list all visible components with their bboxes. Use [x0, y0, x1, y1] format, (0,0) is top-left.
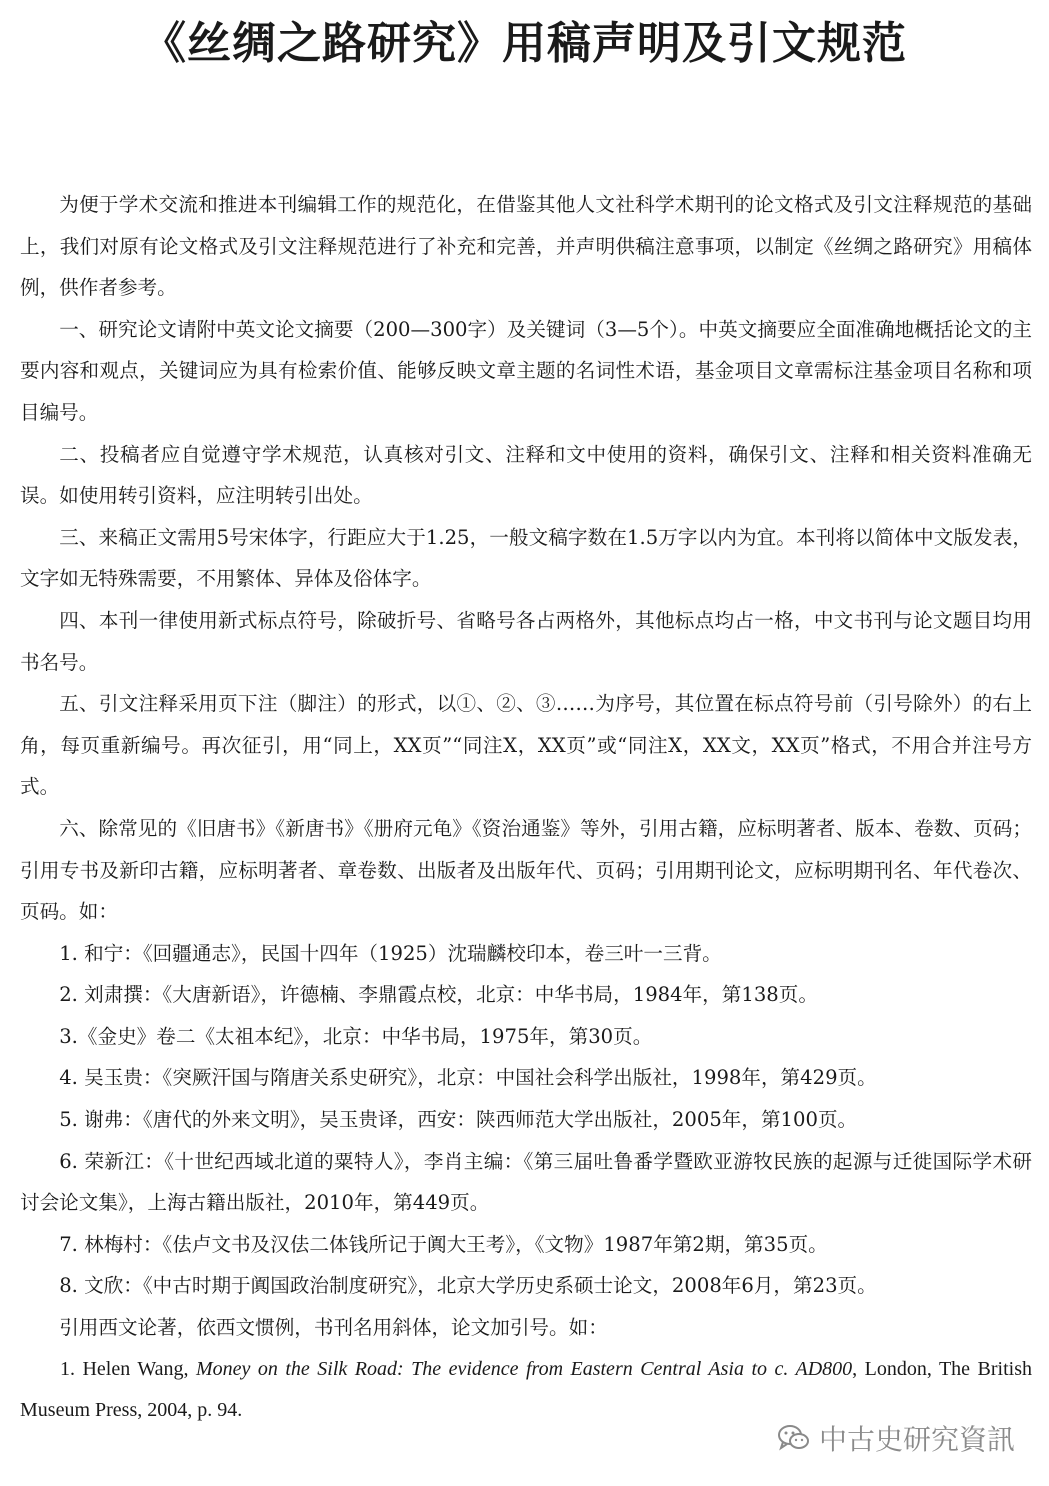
example-2: 2. 刘肃撰：《大唐新语》，许德楠、李鼎霞点校，北京：中华书局，1984年，第138页。	[59, 983, 818, 1007]
rule-5-paragraph: 五、引文注释采用页下注（脚注）的形式，以①、②、③……为序号，其位置在标点符号前（引号除外）的右上角，每页重新编号。再次征引，用“同上，XX页”“同注X，XX页”或“同注X，XX文，XX页”格式，不用合并注号方式。	[20, 692, 1032, 799]
rule-1-paragraph: 一、研究论文请附中英文论文摘要（200—300字）及关键词（3—5个）。中英文摘要应全面准确地概括论文的主要内容和观点，关键词应为具有检索价值、能够反映文章主题的名词性术语，基金项目文章需标注基金项目名称和项目编号。	[20, 317, 1032, 424]
example-6: 6. 荣新江：《十世纪西域北道的粟特人》，李肖主编：《第三届吐鲁番学暨欧亚游牧民族的起源与迁徙国际学术研讨会论文集》，上海古籍出版社，2010年，第449页。	[20, 1149, 1032, 1215]
rule-6-paragraph: 六、除常见的《旧唐书》《新唐书》《册府元龟》《资治通鉴》等外，引用古籍，应标明著者、版本、卷数、页码；引用专书及新印古籍，应标明著者、章卷数、出版者及出版年代、页码；引用期刊论文，应标明期刊名、年代卷次、页码。如：	[20, 816, 1032, 924]
western-note: 引用西文论著，依西文惯例，书刊名用斜体，论文加引号。如：	[59, 1316, 608, 1340]
rule-4-paragraph: 四、本刊一律使用新式标点符号，除破折号、省略号各占两格外，其他标点均占一格，中文书刊与论文题目均用书名号。	[20, 608, 1032, 674]
page-title: 《丝绸之路研究》用稿声明及引文规范	[142, 18, 907, 69]
watermark-text: 中古史研究資訊	[818, 1423, 1015, 1456]
example-8: 8. 文欣：《中古时期于阗国政治制度研究》，北京大学历史系硕士论文，2008年6月，第23页。	[59, 1274, 877, 1298]
example-3: 3.《金史》卷二《太祖本纪》，北京：中华书局，1975年，第30页。	[59, 1024, 653, 1048]
wechat-icon	[777, 1423, 811, 1453]
western-example-title: Money on the Silk Road: The evidence from Eastern Central Asia to c. AD800	[195, 1357, 853, 1380]
example-7: 7. 林梅村：《佉卢文书及汉佉二体钱所记于阗大王考》，《文物》1987年第2期，第35页。	[59, 1232, 828, 1256]
example-5: 5. 谢弗：《唐代的外来文明》，吴玉贵译，西安：陕西师范大学出版社，2005年，第100页。	[59, 1108, 858, 1132]
rule-2-paragraph: 二、投稿者应自觉遵守学术规范，认真核对引文、注释和文中使用的资料，确保引文、注释和相关资料准确无误。如使用转引资料，应注明转引出处。	[20, 442, 1032, 508]
article-body	[20, 184, 1032, 1432]
rule-3-paragraph: 三、来稿正文需用5号宋体字，行距应大于1.25，一般文稿字数在1.5万字以内为宜。本刊将以简体中文版发表，文字如无特殊需要，不用繁体、异体及俗体字。	[20, 525, 1032, 591]
western-example-suffix: , London, The British Museum Press, 2004, p. 94.	[20, 1357, 1032, 1422]
intro-paragraph: 为便于学术交流和推进本刊编辑工作的规范化，在借鉴其他人文社科学术期刊的论文格式及引文注释规范的基础上，我们对原有论文格式及引文注释规范进行了补充和完善，并声明供稿注意事项，以制定《丝绸之路研究》用稿体例，供作者参考。	[20, 193, 1032, 300]
example-1: 1. 和宁：《回疆通志》，民国十四年（1925）沈瑞麟校印本，卷三叶一三背。	[59, 941, 722, 965]
western-example-prefix: 1. Helen Wang,	[60, 1357, 196, 1380]
example-4: 4. 吴玉贵：《突厥汗国与隋唐关系史研究》，北京：中国社会科学出版社，1998年，第429页。	[59, 1066, 877, 1090]
watermark	[777, 1418, 1015, 1458]
